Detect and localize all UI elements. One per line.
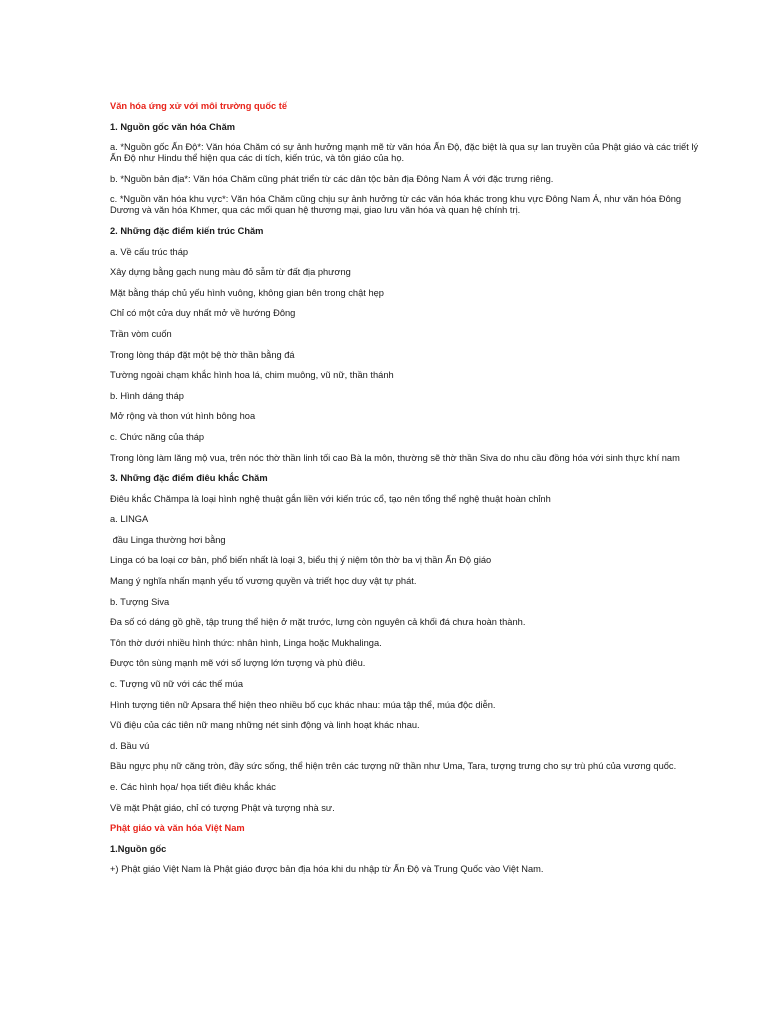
paragraph: Tôn thờ dưới nhiều hình thức: nhân hình, Linga hoặc Mukhalinga.	[110, 637, 382, 648]
paragraph: d. Bầu vú	[110, 740, 150, 751]
document-page	[110, 101, 700, 885]
paragraph: Mặt bằng tháp chủ yếu hình vuông, không gian bên trong chật hẹp	[110, 287, 384, 298]
paragraph: Mở rộng và thon vút hình bông hoa	[110, 411, 256, 422]
paragraph: c. Tượng vũ nữ với các thế múa	[110, 679, 243, 690]
paragraph: Bầu ngực phụ nữ căng tròn, đầy sức sống, thể hiện trên các tượng nữ thần như Uma, Tara, tượng trưng cho sự trù phú của vương quốc.	[110, 761, 677, 772]
subsection-heading: 1. Nguồn gốc văn hóa Chăm	[110, 121, 236, 132]
section-heading: Phật giáo và văn hóa Việt Nam	[110, 823, 245, 834]
paragraph: a. LINGA	[110, 514, 149, 525]
paragraph: b. *Nguồn bản địa*: Văn hóa Chăm cũng phát triển từ các dân tộc bản địa Đông Nam Á với đặc trưng riêng.	[110, 173, 554, 184]
paragraph: Trong lòng tháp đặt một bệ thờ thần bằng đá	[110, 349, 295, 360]
section-heading: Văn hóa ứng xử với môi trường quốc tế	[110, 101, 288, 111]
paragraph: c. Chức năng của tháp	[110, 431, 205, 442]
subsection-heading: 1.Nguồn gốc	[110, 843, 167, 854]
paragraph: Về mặt Phật giáo, chỉ có tượng Phật và tượng nhà sư.	[110, 802, 335, 813]
paragraph: Mang ý nghĩa nhấn mạnh yếu tố vương quyền và triết học duy vật tự phát.	[110, 576, 417, 587]
paragraph: Vũ điệu của các tiên nữ mang những nét sinh động và linh hoạt khác nhau.	[110, 720, 420, 731]
paragraph: a. *Nguồn gốc Ấn Độ*: Văn hóa Chăm có sự ảnh hưởng mạnh mẽ từ văn hóa Ấn Độ, đặc biệt là qua sự lan truyền của Phật giáo và các triết lý Ấn Độ như Hindu thể hiện qua các di tích, kiến trúc, và tôn giáo của họ.	[110, 142, 699, 164]
paragraph: Điêu khắc Chămpa là loại hình nghệ thuật gắn liền với kiến trúc cổ, tạo nên tổng thể nghệ thuật hoàn chỉnh	[110, 493, 551, 504]
paragraph: Hình tượng tiên nữ Apsara thể hiện theo nhiều bố cục khác nhau: múa tập thể, múa độc diễn.	[110, 699, 496, 710]
paragraph: Trong lòng làm lăng mộ vua, trên nóc thờ thần linh tối cao Bà la môn, thường sẽ thờ thần Siva do nhu cầu đồng hóa với sinh thực khí nam	[110, 452, 680, 463]
paragraph: Tường ngoài chạm khắc hình hoa lá, chim muông, vũ nữ, thần thánh	[110, 370, 394, 381]
paragraph: Xây dựng bằng gạch nung màu đỏ sẫm từ đất địa phương	[110, 267, 351, 278]
paragraph: e. Các hình họa/ họa tiết điêu khắc khác	[110, 782, 276, 792]
paragraph: Chỉ có một cửa duy nhất mở về hướng Đông	[110, 308, 296, 319]
paragraph: Trần vòm cuốn	[110, 328, 172, 339]
paragraph: Được tôn sùng mạnh mẽ với số lượng lớn tượng và phù điêu.	[110, 658, 366, 669]
paragraph: đầu Linga thường hơi bằng	[110, 534, 226, 545]
subsection-heading: 2. Những đặc điểm kiến trúc Chăm	[110, 225, 264, 236]
paragraph: b. Hình dáng tháp	[110, 390, 184, 401]
paragraph: Linga có ba loại cơ bản, phổ biến nhất là loại 3, biểu thị ý niệm tôn thờ ba vị thần Ấn Độ giáo	[110, 555, 492, 566]
paragraph: b. Tượng Siva	[110, 596, 170, 607]
paragraph: Đa số có dáng gồ ghề, tập trung thể hiện ở mặt trước, lưng còn nguyên cả khối đá chưa hoàn thành.	[110, 617, 526, 628]
paragraph: +) Phật giáo Việt Nam là Phật giáo được bản địa hóa khi du nhập từ Ấn Độ và Trung Quốc vào Việt Nam.	[110, 864, 544, 875]
paragraph: a. Về cấu trúc tháp	[110, 246, 189, 257]
paragraph: c. *Nguồn văn hóa khu vực*: Văn hóa Chăm cũng chịu sự ảnh hưởng từ các văn hóa khác trong khu vực Đông Nam Á, như văn hóa Đông Dương và văn hóa Khmer, qua các mối quan hệ thương mại, giao lưu văn hóa và quan hệ chính trị.	[110, 194, 682, 216]
subsection-heading: 3. Những đặc điểm điêu khắc Chăm	[110, 473, 268, 484]
